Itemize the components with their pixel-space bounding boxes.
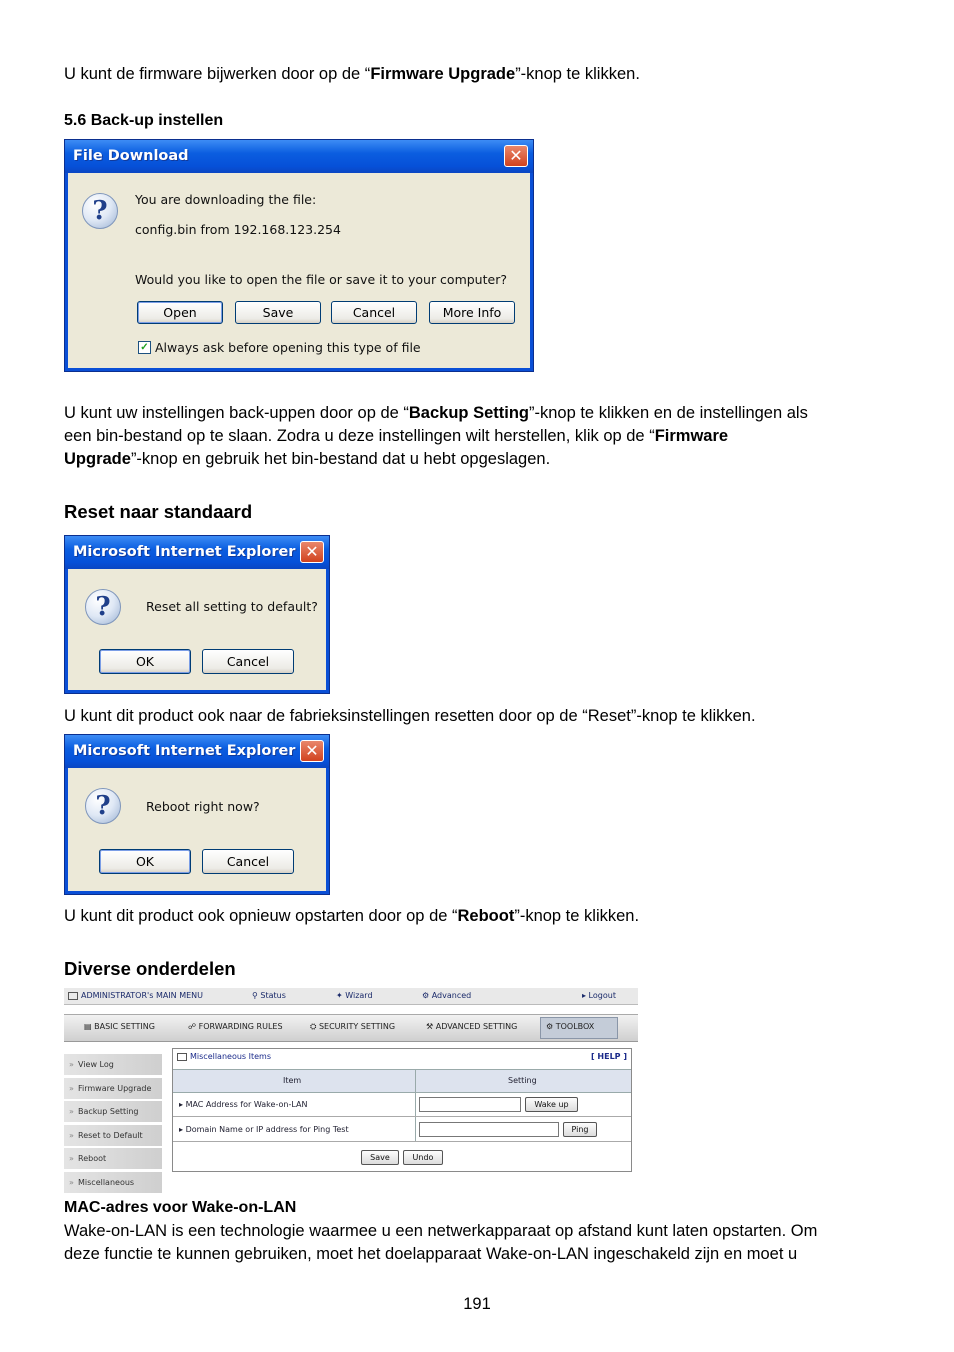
sidebar-item-reboot[interactable]: » Reboot bbox=[64, 1148, 162, 1170]
toolbox-icon: ⚙ bbox=[546, 1022, 556, 1031]
reboot-confirm-dialog bbox=[64, 734, 330, 895]
reboot-message: Reboot right now? bbox=[146, 799, 260, 814]
table-row bbox=[173, 1117, 631, 1142]
sidebar-item-miscellaneous[interactable]: » Miscellaneous bbox=[64, 1172, 162, 1194]
question-icon: ? bbox=[85, 589, 121, 625]
wizard-icon: ✦ bbox=[336, 991, 346, 1000]
row-label: Domain Name or IP address for Ping Test bbox=[185, 1125, 349, 1134]
advanced-setting-icon: ⚒ bbox=[426, 1022, 436, 1031]
dialog-body bbox=[68, 569, 326, 690]
ping-host-input[interactable] bbox=[419, 1122, 559, 1137]
dialog-titlebar bbox=[65, 735, 329, 768]
nav-toolbox[interactable]: ⚙ TOOLBOX bbox=[546, 1022, 595, 1031]
table-header bbox=[173, 1069, 631, 1093]
wake-up-button[interactable]: Wake up bbox=[525, 1097, 578, 1112]
router-admin-screenshot bbox=[64, 988, 638, 1192]
router-save-button[interactable]: Save bbox=[361, 1150, 399, 1165]
dialog-body bbox=[68, 173, 530, 368]
close-icon[interactable]: ✕ bbox=[504, 145, 528, 167]
ok-button[interactable]: OK bbox=[99, 849, 191, 874]
firmware-upgrade-term: Firmware Upgrade bbox=[370, 65, 516, 83]
more-info-button[interactable]: More Info bbox=[429, 301, 515, 324]
cancel-button[interactable]: Cancel bbox=[202, 849, 294, 874]
misc-items-panel bbox=[172, 1048, 632, 1172]
router-sidebar bbox=[64, 1054, 162, 1195]
reboot-paragraph: U kunt dit product ook opnieuw opstarten door op de “Reboot”-knop te klikken. bbox=[64, 907, 640, 925]
sidebar-item-reset-to-default[interactable]: » Reset to Default bbox=[64, 1125, 162, 1147]
router-undo-button[interactable]: Undo bbox=[403, 1150, 443, 1165]
sidebar-item-view-log[interactable]: » View Log bbox=[64, 1054, 162, 1076]
router-nav-bar bbox=[64, 1014, 638, 1042]
close-icon[interactable]: ✕ bbox=[300, 740, 324, 762]
col-item: Item bbox=[283, 1076, 302, 1085]
question-icon: ? bbox=[85, 788, 121, 824]
bullet-icon: ▸ bbox=[179, 1125, 186, 1134]
nav-security-setting[interactable]: ⛭ SECURITY SETTING bbox=[310, 1022, 396, 1031]
sidebar-item-firmware-upgrade[interactable]: » Firmware Upgrade bbox=[64, 1078, 162, 1100]
close-icon[interactable]: ✕ bbox=[300, 541, 324, 563]
open-button[interactable]: Open bbox=[137, 301, 223, 324]
reset-paragraph: U kunt dit product ook naar de fabrieksinstellingen resetten door op de “Reset”-knop te klikken. bbox=[64, 707, 756, 725]
backup-setting-term: Backup Setting bbox=[408, 404, 529, 422]
router-top-bar bbox=[64, 988, 638, 1005]
always-ask-checkbox[interactable]: ✓ bbox=[138, 341, 151, 354]
dialog-title: Microsoft Internet Explorer bbox=[73, 544, 296, 560]
nav-advanced-setting[interactable]: ⚒ ADVANCED SETTING bbox=[426, 1022, 518, 1031]
question-icon: ? bbox=[82, 193, 118, 229]
nav-basic-setting[interactable]: ▤ BASIC SETTING bbox=[84, 1022, 155, 1031]
basic-setting-icon: ▤ bbox=[84, 1022, 95, 1031]
dialog-titlebar bbox=[65, 536, 329, 569]
security-icon: ⛭ bbox=[310, 1022, 319, 1031]
panel-icon bbox=[177, 1053, 187, 1061]
heading-reset: Reset naar standaard bbox=[64, 501, 253, 522]
ping-button[interactable]: Ping bbox=[563, 1122, 597, 1137]
nav-forwarding-rules[interactable]: ☍ FORWARDING RULES bbox=[188, 1022, 283, 1031]
file-download-dialog bbox=[64, 139, 534, 372]
reset-message: Reset all setting to default? bbox=[146, 599, 318, 614]
wizard-link[interactable]: Wizard bbox=[345, 991, 373, 1000]
reboot-term: Reboot bbox=[457, 907, 515, 925]
backup-paragraph: U kunt uw instellingen back-uppen door op de “Backup Setting”-knop te klikken en de instellingen als een bin-bestand op te slaan. Zodra u deze instellingen wilt herstellen, klik op de “Firmware Upgrade”-knop en gebruik het bin-bestand dat u hebt opgeslagen. bbox=[64, 404, 808, 468]
main-menu-link[interactable]: ADMINISTRATOR's MAIN MENU bbox=[81, 991, 203, 1000]
dialog-titlebar bbox=[65, 140, 533, 173]
download-line-1: You are downloading the file: bbox=[135, 192, 317, 207]
save-button[interactable]: Save bbox=[235, 301, 321, 324]
table-row bbox=[173, 1092, 631, 1117]
status-icon: ⚲ bbox=[252, 991, 261, 1000]
download-question: Would you like to open the file or save it to your computer? bbox=[135, 272, 507, 287]
logout-link[interactable]: ▸ Logout bbox=[582, 991, 616, 1000]
cancel-button[interactable]: Cancel bbox=[331, 301, 417, 324]
dialog-title: Microsoft Internet Explorer bbox=[73, 743, 296, 759]
forwarding-icon: ☍ bbox=[188, 1022, 199, 1031]
ok-button[interactable]: OK bbox=[99, 649, 191, 674]
panel-title: Miscellaneous Items bbox=[190, 1052, 272, 1061]
mac-address-input[interactable] bbox=[419, 1097, 521, 1112]
cancel-button[interactable]: Cancel bbox=[202, 649, 294, 674]
sidebar-item-backup-setting[interactable]: » Backup Setting bbox=[64, 1101, 162, 1123]
always-ask-label: Always ask before opening this type of file bbox=[155, 340, 421, 355]
intro-paragraph: U kunt de firmware bijwerken door op de “Firmware Upgrade”-knop te klikken. bbox=[64, 65, 640, 83]
status-link[interactable]: Status bbox=[260, 991, 286, 1000]
advanced-icon: ⚙ bbox=[422, 991, 432, 1000]
reset-confirm-dialog bbox=[64, 535, 330, 694]
page-number: 191 bbox=[463, 1295, 491, 1313]
help-link[interactable]: [ HELP ] bbox=[590, 1052, 627, 1061]
bullet-icon: ▸ bbox=[179, 1100, 186, 1109]
download-line-2: config.bin from 192.168.123.254 bbox=[135, 222, 341, 237]
wol-paragraph: Wake-on-LAN is een technologie waarmee u een netwerkapparaat op afstand kunt laten opstarten. Om deze functie te kunnen gebruiken, moet het doelapparaat Wake-on-LAN ingeschakeld zijn en moet u bbox=[64, 1222, 818, 1263]
dialog-title: File Download bbox=[73, 148, 189, 164]
menu-icon bbox=[68, 992, 78, 1000]
col-setting: Setting bbox=[508, 1076, 537, 1085]
section-heading-backup: 5.6 Back-up instellen bbox=[64, 112, 224, 129]
dialog-body bbox=[68, 768, 326, 891]
heading-mac-wol: MAC-adres voor Wake-on-LAN bbox=[64, 1199, 297, 1216]
advanced-link[interactable]: Advanced bbox=[431, 991, 472, 1000]
heading-misc: Diverse onderdelen bbox=[64, 958, 236, 979]
row-label: MAC Address for Wake-on-LAN bbox=[185, 1100, 308, 1109]
